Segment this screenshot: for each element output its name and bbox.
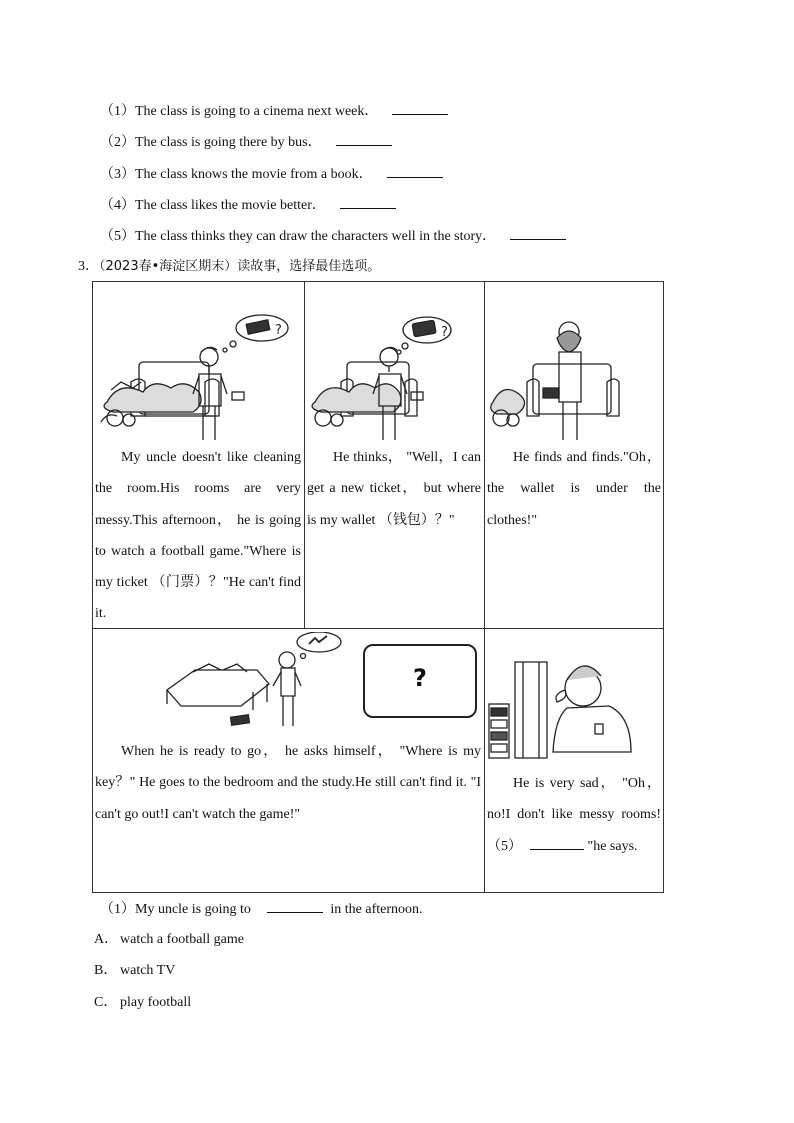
option-c[interactable]: C． play football [94,994,192,1010]
panel-1-text: My uncle doesn't like cleaning the room.His rooms are very messy.This afternoon， he is going to watch a football game."Where is my ticket （门票）？"He can't find it. [95,450,301,622]
option-b[interactable]: B． watch TV [94,963,176,979]
answer-blank[interactable] [510,225,566,240]
answer-blank[interactable] [267,898,323,913]
answer-options [94,929,244,1023]
panel-2-text: He thinks， "Well，I can get a new ticket， but where is my wallet （钱包）？" [307,450,481,528]
panel-3-illustration [487,312,663,440]
panel-2-illustration [307,312,483,440]
question-3-heading: 3．（2023春•海淀区期末）读故事，选择最佳选项。 [78,259,381,274]
answer-blank-5[interactable] [530,835,584,850]
answer-blank[interactable] [392,100,448,115]
answer-blank[interactable] [336,131,392,146]
answer-blank[interactable] [340,194,396,209]
tf-question-5: （5）The class thinks they can draw the characters well in the story． [100,225,566,256]
sub-question-1: （1）My uncle is going to in the afternoon. [100,898,423,930]
panel-3-text: He finds and finds."Oh，the wallet is under the clothes!" [487,450,661,528]
tf-question-4: （4）The class likes the movie better． [100,194,566,225]
panel-4-text: When he is ready to go， he asks himself， "Where is my key？" He goes to the bedroom and the study.He still can't find it. "I can't go out!I can't watch the game!" [95,744,481,822]
svg-text:?: ? [275,323,282,338]
panel-5-illustration [487,658,663,762]
option-a[interactable]: A． watch a football game [94,932,245,947]
true-false-questions [100,100,566,256]
story-table [92,281,664,893]
tf-question-1: （1）The class is going to a cinema next week． [100,100,566,131]
tf-question-2: （2）The class is going there by bus． [100,131,566,162]
svg-text:?: ? [441,325,448,340]
panel-1-illustration [97,312,301,440]
question-box: ? [363,644,477,718]
answer-blank[interactable] [387,163,443,178]
panel-5-text: He is very sad， "Oh，no!I don't like messy rooms!（5） "he says. [487,776,661,854]
tf-question-3: （3）The class knows the movie from a book． [100,163,566,194]
